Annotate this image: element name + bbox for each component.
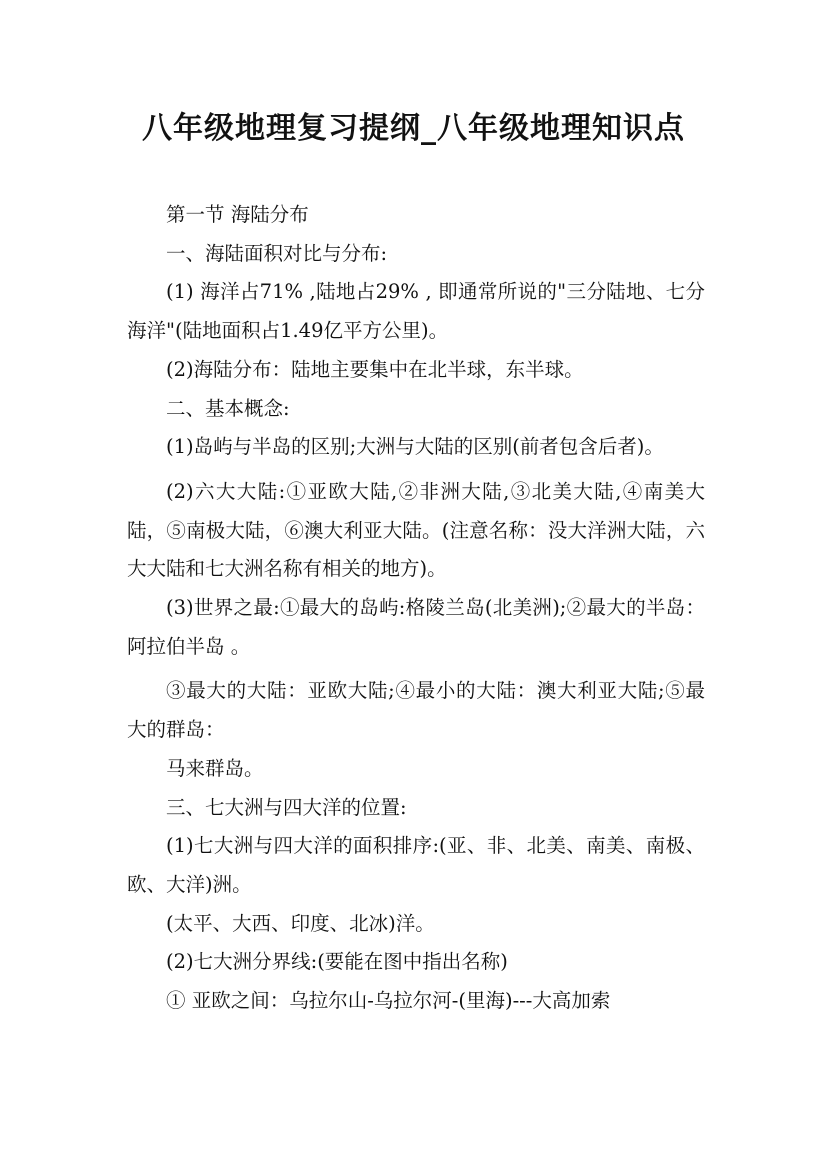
paragraph: (2)六大大陆:①亚欧大陆,②非洲大陆,③北美大陆,④南美大陆，⑤南极大陆，⑥澳大利亚大陆。(注意名称：没大洋洲大陆，六大大陆和七大洲名称有相关的地方)。 [127,479,705,581]
document-title: 八年级地理复习提纲_八年级地理知识点 [142,111,685,146]
paragraph: ③最大的大陆：亚欧大陆;④最小的大陆：澳大利亚大陆;⑤最大的群岛： [127,679,705,742]
document-body [127,196,705,1021]
paragraph: 马来群岛。 [166,756,264,780]
paragraph: (2)海陆分布：陆地主要集中在北半球，东半球。 [166,357,584,381]
paragraph: ① 亚欧之间：乌拉尔山-乌拉尔河-(里海)---大高加索 [166,989,611,1013]
section-heading: 第一节 海陆分布 [166,203,309,226]
paragraph: (1)七大洲与四大洋的面积排序:(亚、非、北美、南美、南极、欧、大洋)洲。 [127,834,705,896]
paragraph: (2)七大洲分界线:(要能在图中指出名称) [166,950,508,974]
paragraph: (1) 海洋占71% ,陆地占29% , 即通常所说的"三分陆地、七分海洋"(陆地面积占1.49亿平方公里)。 [127,280,705,343]
paragraph: (1)岛屿与半岛的区别;大洲与大陆的区别(前者包含后者)。 [166,435,664,459]
paragraph: (太平、大西、印度、北冰)洋。 [166,911,435,935]
subsection-heading: 三、七大洲与四大洋的位置: [166,795,407,819]
paragraph: (3)世界之最:①最大的岛屿:格陵兰岛(北美洲);②最大的半岛： 阿拉伯半岛 。 [127,596,705,658]
subsection-heading: 二、基本概念: [166,396,290,420]
subsection-heading: 一、海陆面积对比与分布: [166,241,388,265]
